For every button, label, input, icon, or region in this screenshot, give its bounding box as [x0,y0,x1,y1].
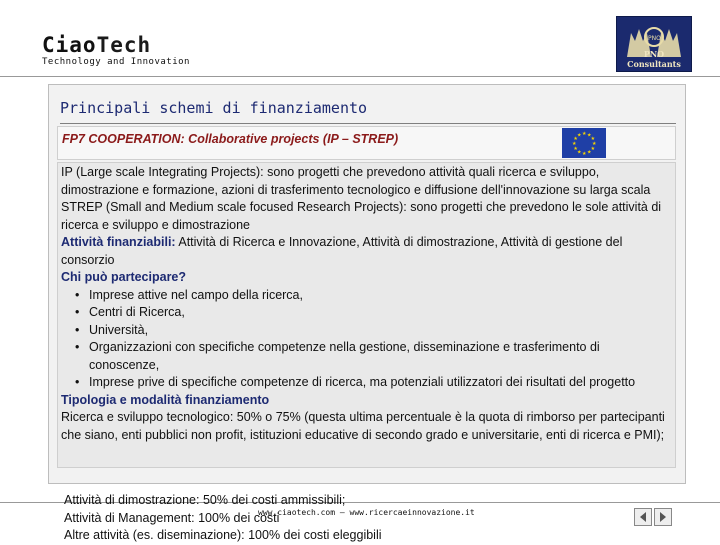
funding-other: Altre attività (es. diseminazione): 100% dei costi eleggibili [64,528,382,542]
eu-star: ★ [582,151,587,157]
funding-demo: Attività di dimostrazione: 50% dei costi ammissibili; [64,493,346,507]
eu-star: ★ [590,146,596,152]
programme-title: FP7 COOPERATION: Collaborative projects (IP – STREP) [62,132,399,146]
eu-star: ★ [590,136,596,142]
funding-rd: Ricerca e sviluppo tecnologico: 50% o 75% (questa ultima percentuale è la quota di rimborso per partecipanti che siano, enti pubblici non profit, istituzioni educative di secondo grado e universitarie, enti di ricerca e PMI); [61,410,665,442]
activities-paragraph [61,234,671,269]
header-divider [0,76,720,77]
title-underline [60,123,676,124]
pno-logo [616,16,692,72]
eu-star: ★ [577,149,582,156]
logo-subtitle: Technology and Innovation [42,57,190,67]
list-item: • Imprese prive di specifiche competenze di ricerca, ma potenziali utilizzatori dei risultati del progetto [61,374,671,392]
svg-text:PNO: PNO [648,35,661,42]
eu-star: ★ [587,149,592,156]
ciaotech-logo [42,34,190,67]
list-item: • Organizzazioni con specifiche competenze nella gestione, disseminazione e trasferimento di conoscenze, [61,339,671,374]
list-item: • Imprese attive nel campo della ricerca, [61,287,671,305]
footer-url: www.ciaotech.com – www.ricercaeinnovazione.it [258,508,475,517]
eu-star: ★ [577,132,582,139]
list-item: • Centri di Ricerca, [61,304,671,322]
who-heading: Chi può partecipare? [61,270,187,284]
previous-slide-icon [635,509,651,525]
list-item: • Università, [61,322,671,340]
eu-flag-icon [562,128,606,158]
funding-mgmt: Attività di Management: 100% dei costi [64,510,280,525]
next-slide-button[interactable] [654,508,672,526]
eu-star: ★ [592,141,597,147]
logo-title: CiaoTech [42,33,152,57]
previous-slide-button[interactable] [634,508,652,526]
ip-description: IP (Large scale Integrating Projects): sono progetti che prevedono attività quali ricerca e sviluppo, dimostrazione e formazione, azioni di trasferimento tecnologico e diffusione dell'innovazione su larga scala [61,165,651,197]
activities-label: Attività finanziabili: [61,235,176,249]
overflow-text [64,492,704,545]
slide-body [61,164,671,444]
partner-label: PNO Consultants [627,49,681,69]
eu-star: ★ [582,131,587,137]
participants-list [61,287,671,392]
next-slide-icon [655,509,671,525]
activities-text: Attività di Ricerca e Innovazione, Attività di dimostrazione, Attività di gestione del consorzio [61,235,623,267]
eu-star: ★ [573,146,578,152]
eu-star: ★ [572,141,577,147]
eu-star: ★ [573,136,578,142]
funding-heading: Tipologia e modalità finanziamento [61,392,270,407]
slide-title: Principali schemi di finanziamento [60,99,368,117]
eu-star: ★ [587,132,592,139]
strep-description: STREP (Small and Medium scale focused Research Projects): sono progetti che prevedono le sole attività di ricerca e sviluppo e dimostrazione [61,200,662,232]
